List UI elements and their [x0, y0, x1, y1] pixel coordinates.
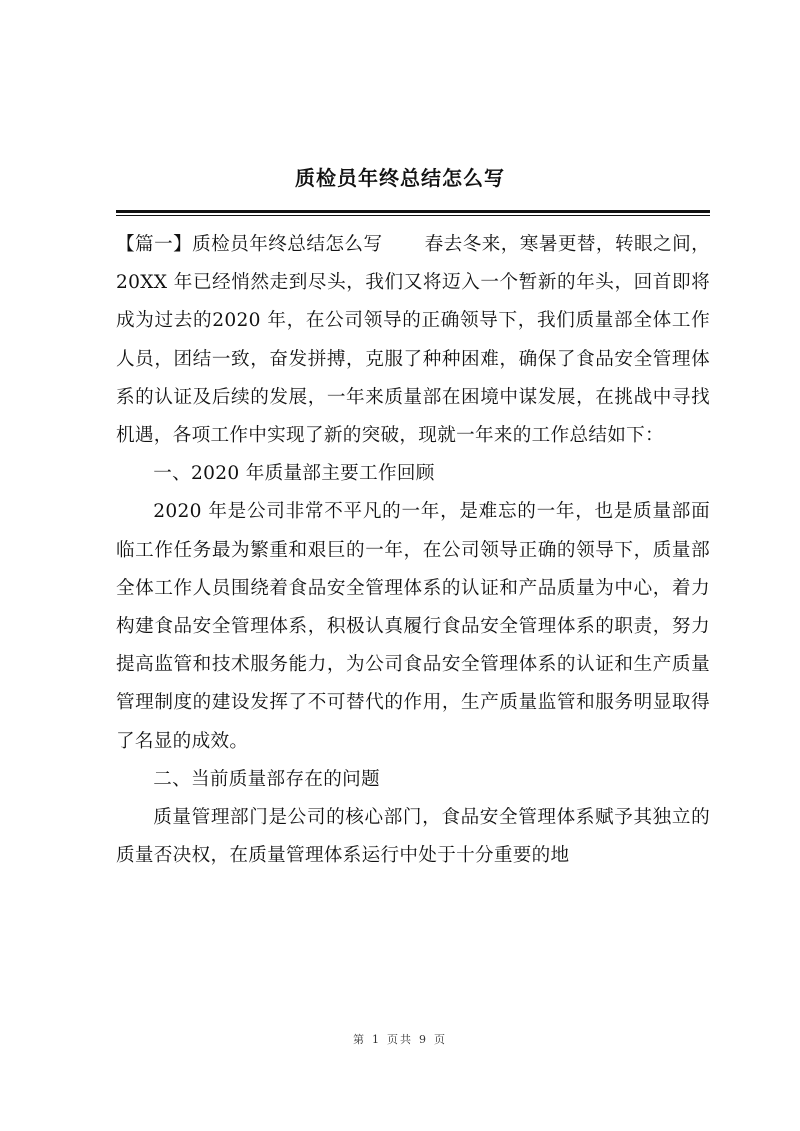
- footer-mid: 页共: [387, 1033, 413, 1046]
- intro-paragraph: [116, 226, 710, 455]
- footer-prefix: 第: [353, 1033, 366, 1046]
- section-heading-2: 二、当前质量部存在的问题: [153, 768, 380, 790]
- title-underline-thick: [116, 210, 710, 213]
- title-underline-thin: [116, 215, 710, 216]
- section-paragraph-1: 2020 年是公司非常不平凡的一年，是难忘的一年，也是质量部面临工作任务最为繁重和艰巨的一年，在公司领导正确的领导下，质量部全体工作人员围绕着食品安全管理体系的认证和产品质量为中心，着力构建食品安全管理体系，积极认真履行食品安全管理体系的职责，努力提高监管和技术服务能力，为公司食品安全管理体系的认证和生产质量管理制度的建设发挥了不可替代的作用，生产质量监管和服务明显取得了名显的成效。: [116, 501, 710, 752]
- page-footer: [0, 1031, 800, 1047]
- section-heading-1: 一、2020 年质量部主要工作回顾: [153, 463, 435, 485]
- intro-label: 【篇一】质检员年终总结怎么写: [116, 234, 383, 255]
- section-paragraph-2: 质量管理部门是公司的核心部门，食品安全管理体系赋予其独立的质量否决权，在质量管理体系运行中处于十分重要的地: [116, 807, 710, 867]
- document-body: [116, 226, 710, 875]
- intro-text: 春去冬来，寒暑更替，转眼之间，20XX 年已经悄然走到尽头，我们又将迈入一个暂新的年头，回首即将成为过去的2020 年，在公司领导的正确领导下，我们质量部全体工作人员，团结一致，奋发拼搏，克服了种种困难，确保了食品安全管理体系的认证及后续的发展，一年来质量部在困境中谋发展，在挑战中寻找机遇，各项工作中实现了新的突破，现就一年来的工作总结如下：: [116, 234, 710, 447]
- document-title: 质检员年终总结怎么写: [295, 166, 505, 190]
- footer-current-page: 1: [372, 1033, 381, 1046]
- footer-suffix: 页: [434, 1033, 447, 1046]
- footer-total-pages: 9: [419, 1033, 428, 1046]
